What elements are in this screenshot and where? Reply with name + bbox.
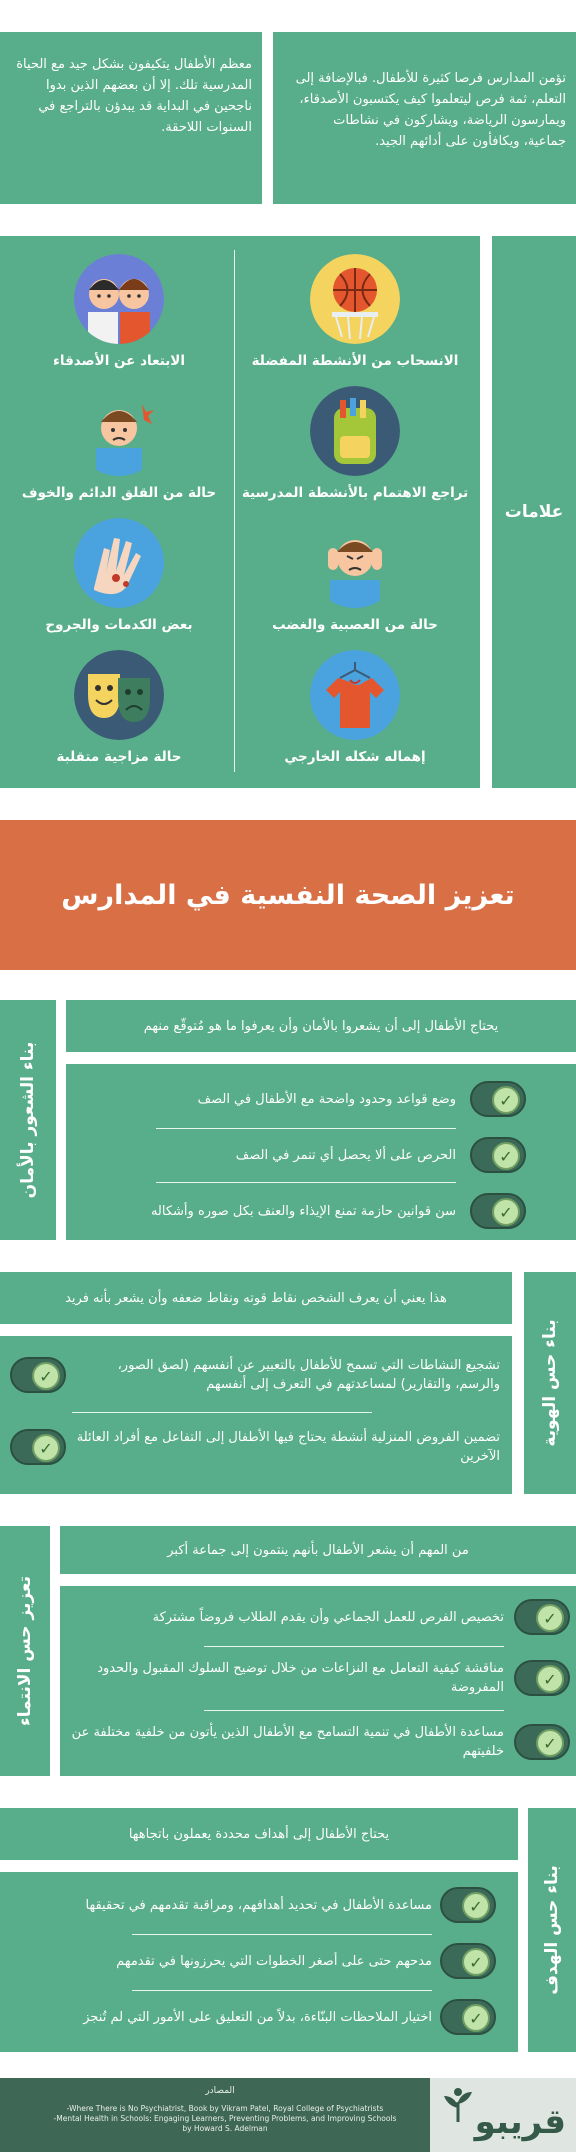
check-icon: ✓ [32, 1434, 60, 1462]
section-1-label-box [0, 1000, 56, 1240]
sign-caption: حالة من القلق الدائم والخوف [21, 485, 217, 501]
signs-divider [234, 250, 235, 772]
sign-caption: تراجع الاهتمام بالأنشطة المدرسية [241, 485, 469, 501]
sources-title: المصادر [205, 2086, 235, 2096]
check-toggle[interactable] [514, 1599, 570, 1635]
divider [204, 1646, 504, 1647]
sign-item-anger [238, 514, 472, 646]
check-toggle[interactable] [470, 1193, 526, 1229]
section-1-list [66, 1064, 576, 1240]
logo-mark-icon [438, 2084, 478, 2124]
section-2-list [0, 1336, 512, 1494]
sign-caption: إهماله شكله الخارجي [284, 749, 426, 765]
list-item-text: اختيار الملاحظات البنّاءة، بدلاً من التعليق على الأمور التي لم تُنجز [83, 2009, 432, 2025]
bruised-hand-icon [74, 518, 164, 608]
basketball-hoop-icon [310, 254, 400, 344]
divider [132, 1990, 432, 1991]
worried-man-icon [74, 386, 164, 476]
sign-item-bruises [2, 514, 236, 646]
divider [132, 1934, 432, 1935]
list-item-text: مساعدة الأطفال في تحديد أهدافهم، ومراقبة تقدمهم في تحقيقها [85, 1897, 432, 1913]
list-item-text: مساعدة الأطفال في تنمية التسامح مع الأطفال الذين يأتون من خلفية مختلفة عن خلفيتهم [71, 1725, 504, 1759]
section-4-heading: يحتاج الأطفال إلى أهداف محددة يعملون باتجاهها [0, 1808, 518, 1860]
list-item [0, 1994, 518, 2040]
sign-item-anxiety [2, 382, 236, 514]
list-item [66, 1188, 576, 1234]
section-1-heading: يحتاج الأطفال إلى أن يشعروا بالأمان وأن يعرفوا ما هو مُتوقّع منهم [66, 1000, 576, 1052]
check-icon: ✓ [462, 1948, 490, 1976]
banner-title: تعزيز الصحة النفسية في المدارس [61, 879, 515, 911]
list-item [60, 1652, 576, 1704]
footer [0, 2078, 576, 2152]
check-toggle[interactable] [440, 1943, 496, 1979]
source-line: by Howard S. Adelman [182, 2124, 268, 2133]
section-1-label: بناء الشعور بالأمان [18, 1041, 38, 1199]
logo[interactable] [430, 2078, 576, 2152]
shirt-hanger-icon [310, 650, 400, 740]
check-icon: ✓ [492, 1142, 520, 1170]
check-icon: ✓ [462, 1892, 490, 1920]
list-item [0, 1882, 518, 1928]
list-item-text: تشجيع النشاطات التي تسمح للأطفال بالتعبير عن أنفسهم (لصق الصور، والرسم، والتقارير) لمساعدتهم في التعرف إلى أنفسهم [117, 1358, 500, 1392]
sign-item-withdrawal [238, 250, 472, 382]
sources-list [30, 2104, 420, 2134]
check-icon: ✓ [462, 2004, 490, 2032]
check-icon: ✓ [32, 1362, 60, 1390]
check-toggle[interactable] [440, 1887, 496, 1923]
check-toggle[interactable] [10, 1429, 66, 1465]
list-item [60, 1716, 576, 1768]
list-item-text: تضمين الفروض المنزلية أنشطة يحتاج فيها الأطفال إلى التفاعل مع أفراد العائلة الآخرين [76, 1430, 500, 1464]
section-3-label: تعزيز حس الانتماء [15, 1576, 35, 1726]
sign-item-mood [2, 646, 236, 778]
sign-item-appearance [238, 646, 472, 778]
check-toggle[interactable] [440, 1999, 496, 2035]
check-toggle[interactable] [470, 1137, 526, 1173]
list-item [66, 1132, 576, 1178]
list-item [0, 1938, 518, 1984]
check-icon: ✓ [492, 1198, 520, 1226]
check-toggle[interactable] [10, 1357, 66, 1393]
list-item-text: مناقشة كيفية التعامل مع النزاعات من خلال توضيح السلوك المقبول والحدود المفروضة [97, 1661, 504, 1695]
source-line: -Where There is No Psychiatrist, Book by Vikram Patel, Royal College of Psychiatrists [66, 2104, 384, 2113]
list-item-text: سن قوانين حازمة تمنع الإيذاء والعنف بكل صوره وأشكاله [150, 1203, 456, 1219]
section-4-label-box [528, 1808, 576, 2052]
section-3-heading: من المهم أن يشعر الأطفال بأنهم ينتمون إلى جماعة أكبر [60, 1526, 576, 1574]
list-item-text: الحرص على ألا يحصل أي تنمر في الصف [235, 1147, 456, 1163]
banner [0, 820, 576, 970]
check-toggle[interactable] [514, 1660, 570, 1696]
section-2-label: بناء حس الهوية [540, 1319, 560, 1447]
section-2-label-box [524, 1272, 576, 1494]
check-icon: ✓ [536, 1729, 564, 1757]
section-3-label-box [0, 1526, 50, 1776]
section-2-heading: هذا يعني أن يعرف الشخص نقاط قوته ونقاط ضعفه وأن يشعر بأنه فريد [0, 1272, 512, 1324]
list-item [0, 1350, 512, 1400]
divider [156, 1182, 456, 1183]
check-icon: ✓ [536, 1665, 564, 1693]
intro-left-text: معظم الأطفال يتكيفون بشكل جيد مع الحياة المدرسية تلك. إلا أن بعضهم الذين بدوا ناجحين في البداية قد يبدؤن بالتراجع في السنوات اللاحقة. [16, 57, 252, 135]
check-toggle[interactable] [514, 1724, 570, 1760]
sign-caption: حالة من العصبية والغضب [272, 617, 438, 633]
school-backpack-icon [310, 386, 400, 476]
list-item [0, 1422, 512, 1472]
list-item [60, 1594, 576, 1640]
theater-masks-icon [74, 650, 164, 740]
check-toggle[interactable] [470, 1081, 526, 1117]
check-icon: ✓ [492, 1086, 520, 1114]
source-line: -Mental Health in Schools: Engaging Learners, Preventing Problems, and Improving Schools [53, 2114, 397, 2123]
angry-man-icon [310, 518, 400, 608]
intro-right-text: تؤمن المدارس فرصا كثيرة للأطفال. فبالإضافة إلى التعلم، ثمة فرص ليتعلموا كيف يكتسبون الأصدقاء، ويمارسون الرياضة، ويشاركون في نشاطات جماعية، ويكافأون على أدائهم الجيد. [295, 71, 566, 149]
sign-caption: الانسحاب من الأنشطة المفضلة [251, 353, 459, 369]
divider [72, 1412, 372, 1413]
list-item-text: وضع قواعد وحدود واضحة مع الأطفال في الصف [197, 1091, 456, 1107]
sign-caption: حالة مزاجية متقلبة [56, 749, 182, 765]
list-item-text: مدحهم حتى على أصغر الخطوات التي يحرزونها في تقدمهم [116, 1953, 432, 1969]
section-4-list [0, 1872, 518, 2052]
section-3-list [60, 1586, 576, 1776]
intro-left-panel [0, 32, 262, 204]
signs-label-box [492, 236, 576, 788]
sign-caption: الابتعاد عن الأصدقاء [53, 353, 185, 369]
list-item [66, 1076, 576, 1122]
friends-icon [74, 254, 164, 344]
sign-caption: بعض الكدمات والجروح [45, 617, 193, 633]
intro-right-panel [273, 32, 576, 204]
divider [204, 1710, 504, 1711]
signs-panel [0, 236, 480, 788]
sign-item-friends [2, 250, 236, 382]
sign-item-school-interest [238, 382, 472, 514]
signs-label: علامات [504, 502, 564, 522]
check-icon: ✓ [536, 1604, 564, 1632]
divider [156, 1128, 456, 1129]
logo-text: قريبو [474, 2102, 566, 2142]
section-4-label: بناء حس الهدف [542, 1865, 562, 1995]
list-item-text: تخصيص الفرص للعمل الجماعي وأن يقدم الطلاب فروضاً مشتركة [152, 1609, 504, 1625]
